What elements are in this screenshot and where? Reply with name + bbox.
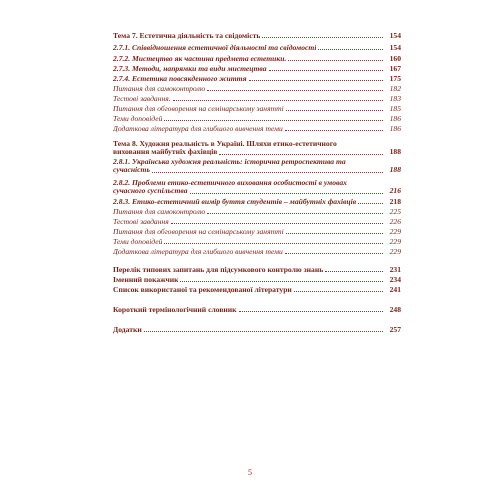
toc-references[interactable]	[113, 286, 401, 294]
toc-entry-page: 182	[389, 84, 401, 93]
toc-entry-title-line1: 2.8.1. Українська художня реальність: історична ретроспектива та	[113, 158, 346, 166]
toc-entry-page: 186	[389, 114, 401, 123]
toc-entry-title: Питання для обговорення на семінарському занятті	[113, 228, 284, 236]
leader-dots	[180, 280, 383, 282]
leader-dots	[164, 242, 383, 244]
toc-entry-page: 160	[389, 54, 401, 63]
toc-entry-title: Перелік типових запитань для підсумкового контролю знань	[113, 266, 324, 274]
leader-dots	[249, 79, 383, 81]
toc-entry-title: Короткий термінологічний словник	[113, 306, 237, 314]
toc-glossary[interactable]	[113, 306, 401, 314]
leader-dots	[288, 59, 383, 61]
toc-item-literature-7[interactable]	[113, 125, 401, 133]
toc-item-seminar-8[interactable]	[113, 228, 401, 236]
toc-item-reports-8[interactable]	[113, 238, 401, 246]
leader-dots	[164, 119, 383, 121]
toc-entry-title: Іменний покажчик	[113, 276, 179, 284]
leader-dots	[285, 252, 383, 254]
leader-dots	[325, 270, 383, 272]
leader-dots	[286, 232, 383, 234]
toc-entry-title: Питання для самоконтролю	[113, 85, 206, 93]
toc-entry-title: Питання для обговорення на семінарському занятті	[113, 105, 284, 113]
toc-entry-title: 2.7.4. Естетика повсякденного життя	[113, 75, 247, 83]
toc-item-literature-8[interactable]	[113, 248, 401, 256]
toc-entry-title-line1: Тема 8. Художня реальність в Україні. Шляхи етико-естетичного	[113, 140, 337, 148]
toc-entry-page: 154	[389, 43, 401, 52]
toc-entry-title-line2: сучасність	[113, 165, 150, 175]
toc-entry-title: Теми доповідей	[113, 238, 163, 246]
toc-name-index[interactable]	[113, 276, 401, 284]
toc-item-seminar-7[interactable]	[113, 105, 401, 113]
toc-item-self-control-8[interactable]	[113, 208, 401, 216]
page-number: 5	[248, 468, 252, 477]
leader-dots	[207, 89, 383, 91]
toc-entry-page: 175	[389, 74, 401, 83]
leader-dots	[207, 212, 383, 214]
toc-entry-page: 225	[389, 207, 401, 216]
toc-entry-title-line1: 2.8.2. Проблеми етико-естетичного виховання особистості в умовах	[113, 179, 347, 187]
toc-entry-title: Список використаної та рекомендованої літератури	[113, 286, 292, 294]
toc-section-2-8-1[interactable]	[113, 158, 401, 175]
toc-entry-page: 229	[389, 237, 401, 246]
toc-entry-title: Питання для самоконтролю	[113, 208, 206, 216]
toc-entry-title: Додаткова література для глибшого вивчення теми	[113, 125, 283, 133]
toc-item-self-control-7[interactable]	[113, 85, 401, 93]
toc-topic-7[interactable]	[113, 32, 401, 40]
toc-section-2-7-3[interactable]	[113, 65, 401, 73]
toc-entry-page: 226	[389, 217, 401, 226]
leader-dots	[286, 109, 383, 111]
toc-entry-title: 2.7.3. Методи, напрямки та види мистецтва	[113, 65, 267, 73]
toc-entry-page: 188	[389, 147, 401, 157]
toc-topic-8[interactable]	[113, 140, 401, 157]
toc-entry-title: Теми доповідей	[113, 115, 163, 123]
toc-entry-title-line2: виховання майбутніх фахівців	[113, 147, 218, 157]
leader-dots	[262, 36, 383, 38]
toc-entry-title: Тестові завдання	[113, 218, 169, 226]
toc-entry-title: Тема 7. Естетична діяльність та свідомість	[113, 32, 261, 40]
toc-item-reports-7[interactable]	[113, 115, 401, 123]
toc-entry-page: 231	[389, 265, 401, 274]
leader-dots	[190, 192, 383, 194]
toc-entry-title-line2: сучасного суспільства	[113, 186, 188, 196]
toc-entry-page: 154	[389, 31, 401, 40]
toc-entry-page: 186	[389, 124, 401, 133]
leader-dots	[294, 290, 383, 292]
leader-dots	[269, 69, 383, 71]
leader-dots	[318, 48, 383, 50]
toc-appendices[interactable]	[113, 326, 401, 334]
toc-entry-title: Додаткова література для глибшого вивчення теми	[113, 248, 283, 256]
toc-entry-page: 241	[389, 285, 401, 294]
toc-entry-page: 188	[389, 165, 401, 175]
toc-entry-page: 218	[389, 197, 401, 206]
toc-entry-page: 248	[389, 305, 401, 314]
leader-dots	[358, 202, 383, 204]
toc-section-2-7-2[interactable]	[113, 55, 401, 63]
toc-entry-title: 2.8.3. Етико-естетичний вимір буття студентів – майбутніх фахівців	[113, 198, 357, 206]
toc-section-2-8-3[interactable]	[113, 198, 401, 206]
toc-entry-title: 2.7.2. Мистецтво як частина предмета естетики.	[113, 55, 287, 63]
toc-entry-page: 167	[389, 64, 401, 73]
toc-entry-page: 183	[389, 94, 401, 103]
toc-entry-page: 185	[389, 104, 401, 113]
toc-entry-title: Додатки	[113, 326, 142, 334]
toc-item-tests-7[interactable]	[113, 95, 401, 103]
toc-entry-page: 229	[389, 227, 401, 236]
toc-entry-page: 216	[389, 186, 401, 196]
toc-final-questions[interactable]	[113, 266, 401, 274]
toc-section-2-7-1[interactable]	[113, 44, 401, 52]
toc-entry-page: 229	[389, 247, 401, 256]
leader-dots	[285, 129, 383, 131]
toc-entry-title: 2.7.1. Співвідношення естетичної діяльності та свідомості	[113, 44, 317, 52]
leader-dots	[219, 153, 383, 155]
leader-dots	[171, 222, 383, 224]
toc-section-2-8-2[interactable]	[113, 179, 401, 196]
leader-dots	[239, 310, 383, 312]
toc-entry-title: Тестові завдання.	[113, 95, 171, 103]
leader-dots	[173, 99, 383, 101]
toc-entry-page: 234	[389, 275, 401, 284]
toc-entry-page: 257	[389, 325, 401, 334]
leader-dots	[152, 171, 383, 173]
leader-dots	[144, 330, 383, 332]
toc-item-tests-8[interactable]	[113, 218, 401, 226]
toc-section-2-7-4[interactable]	[113, 75, 401, 83]
